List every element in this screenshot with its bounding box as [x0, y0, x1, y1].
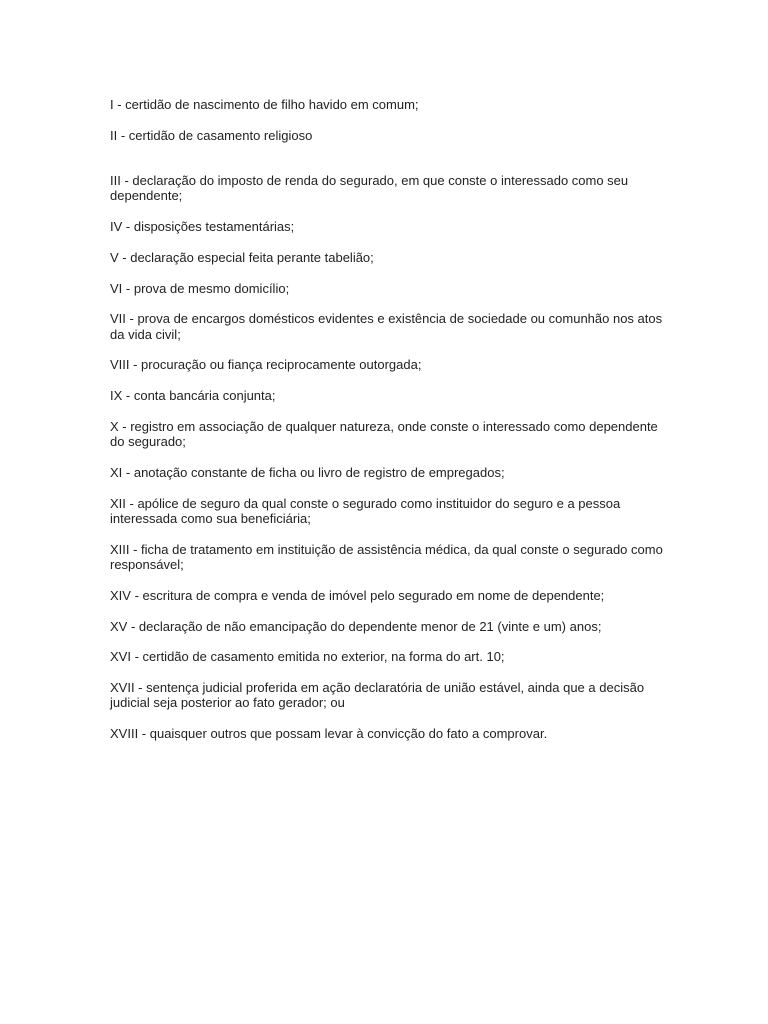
list-item-10: X - registro em associação de qualquer natureza, onde conste o interessado como dependente do segurado;	[110, 418, 658, 450]
document-page	[110, 97, 670, 757]
list-item-18: XVIII - quaisquer outros que possam levar à convicção do fato a comprovar.	[110, 726, 548, 742]
list-item-15: XV - declaração de não emancipação do dependente menor de 21 (vinte e um) anos;	[110, 618, 602, 634]
list-item-3: III - declaração do imposto de renda do segurado, em que conste o interessado como seu dependente;	[110, 173, 629, 204]
list-item-9: IX - conta bancária conjunta;	[110, 388, 276, 404]
list-item-2: II - certidão de casamento religioso	[110, 127, 313, 143]
list-item-17: XVII - sentença judicial proferida em ação declaratória de união estável, ainda que a decisão judicial seja posterior ao fato gerador; ou	[110, 680, 645, 711]
list-item-5: V - declaração especial feita perante tabelião;	[110, 249, 374, 265]
list-item-7: VII - prova de encargos domésticos evidentes e existência de sociedade ou comunhão nos atos da vida civil;	[110, 311, 663, 342]
list-item-8: VIII - procuração ou fiança reciprocamente outorgada;	[110, 357, 422, 373]
list-item-1: I - certidão de nascimento de filho havido em comum;	[110, 97, 419, 112]
list-item-6: VI - prova de mesmo domicílio;	[110, 280, 290, 296]
list-item-13: XIII - ficha de tratamento em instituição de assistência médica, da qual conste o segurado como responsável;	[110, 541, 663, 572]
list-item-12: XII - apólice de seguro da qual conste o segurado como instituidor do seguro e a pessoa interessada como sua beneficiária;	[110, 495, 621, 526]
list-item-4: IV - disposições testamentárias;	[110, 219, 295, 234]
list-item-14: XIV - escritura de compra e venda de imóvel pelo segurado em nome de dependente;	[110, 587, 605, 603]
list-item-16: XVI - certidão de casamento emitida no exterior, na forma do art. 10;	[110, 649, 505, 665]
list-item-11: XI - anotação constante de ficha ou livro de registro de empregados;	[110, 464, 505, 480]
